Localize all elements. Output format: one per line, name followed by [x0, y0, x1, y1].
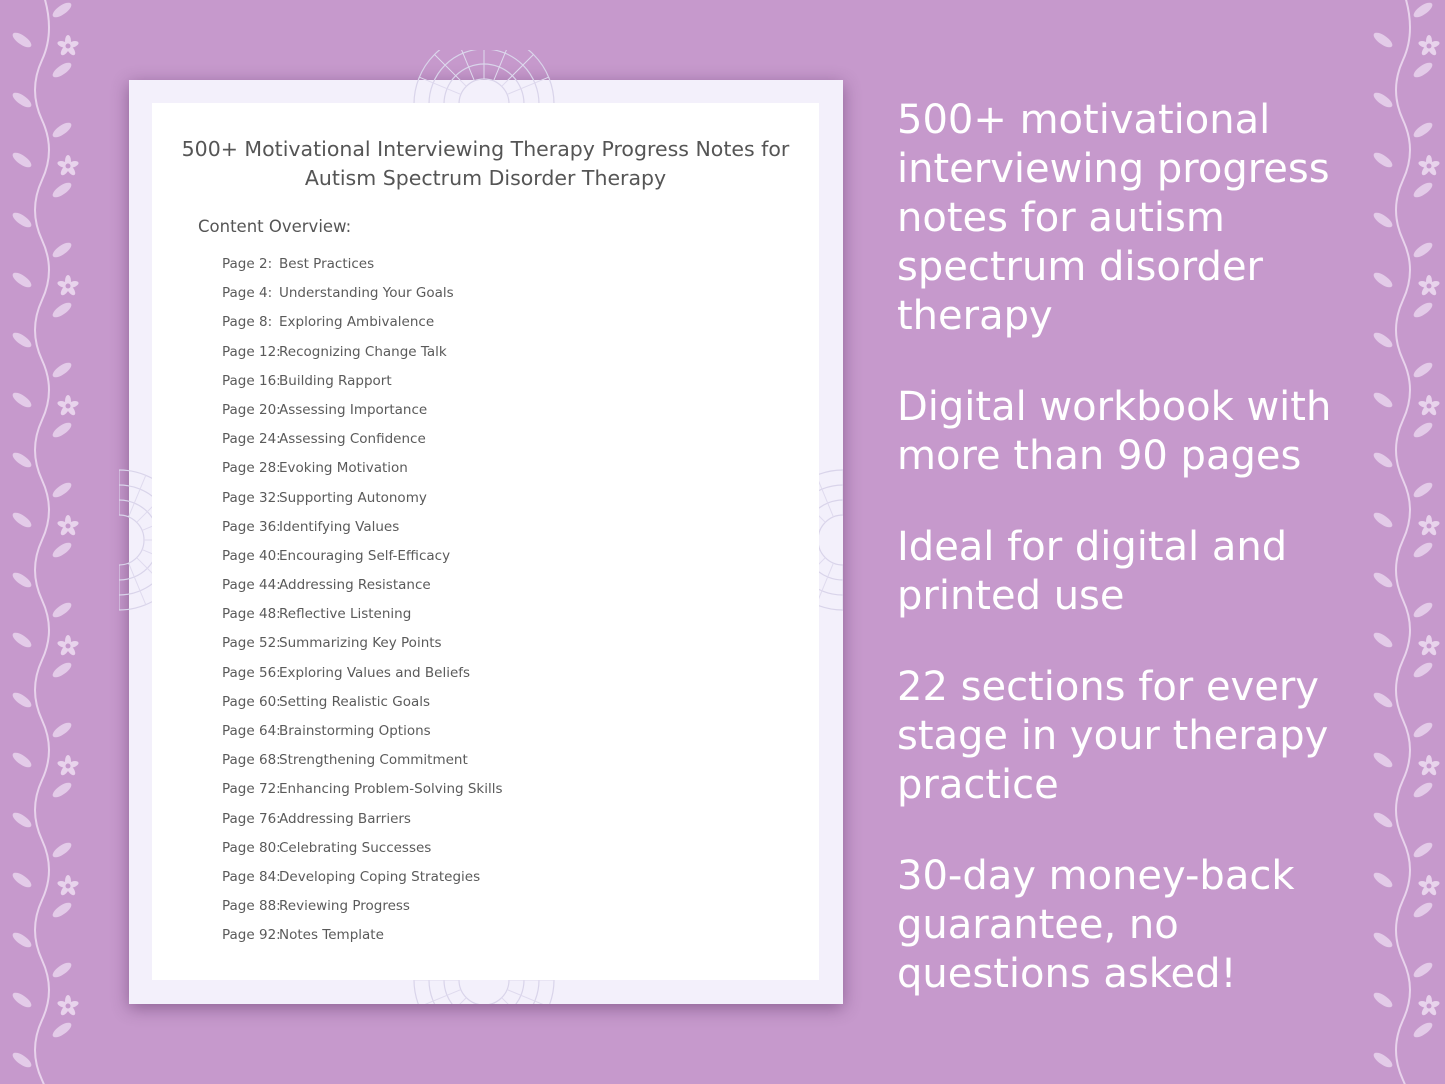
toc-section-title: Assessing Importance [279, 401, 428, 418]
feature-line: therapy [897, 293, 1053, 339]
toc-page-number: Page 52: [222, 635, 281, 652]
feature-line: questions asked! [897, 951, 1237, 997]
feature-list [897, 96, 1417, 1041]
toc-item [222, 283, 503, 312]
toc-section-title: Understanding Your Goals [279, 285, 454, 302]
toc-section-title: Enhancing Problem-Solving Skills [279, 781, 503, 798]
toc-section-title: Building Rapport [279, 372, 392, 389]
toc-item [222, 546, 503, 575]
toc-section-title: Best Practices [279, 256, 375, 272]
toc-section-title: Exploring Ambivalence [279, 314, 435, 331]
document-title-line-2: Autism Spectrum Disorder Therapy [304, 166, 667, 190]
toc-item [222, 429, 503, 458]
document-preview-page [129, 80, 843, 1004]
toc-item [222, 692, 503, 721]
toc-section-title: Celebrating Successes [279, 839, 432, 856]
feature-line: spectrum disorder [897, 244, 1263, 290]
toc-section-title: Strengthening Commitment [279, 752, 468, 769]
toc-section-title: Developing Coping Strategies [279, 868, 481, 885]
toc-page-number: Page 48: [222, 606, 281, 623]
toc-section-title: Encouraging Self-Efficacy [279, 547, 451, 564]
feature-text [897, 96, 1417, 341]
toc-page-number: Page 24: [222, 431, 281, 448]
toc-section-title: Setting Realistic Goals [279, 693, 431, 710]
feature-text [897, 852, 1417, 999]
toc-page-number: Page 88: [222, 898, 281, 915]
toc-section-title: Summarizing Key Points [279, 635, 442, 652]
feature-text [897, 663, 1417, 810]
content-overview-label: Content Overview: [198, 217, 352, 236]
toc-item [222, 342, 503, 371]
toc-item [222, 254, 503, 283]
toc-item [222, 575, 503, 604]
mandala-icon [119, 450, 152, 630]
feature-text [897, 383, 1417, 481]
table-of-contents [222, 254, 503, 955]
toc-page-number: Page 28: [222, 460, 281, 477]
toc-page-number: Page 64: [222, 723, 281, 739]
toc-section-title: Addressing Resistance [279, 577, 431, 594]
toc-page-number: Page 16: [222, 372, 281, 389]
mandala-icon [384, 50, 584, 104]
toc-page-number: Page 32: [222, 489, 281, 506]
document-title [162, 135, 809, 193]
toc-item [222, 488, 503, 517]
feature-line: 30-day money-back [897, 853, 1295, 899]
feature-line: practice [897, 762, 1059, 808]
toc-section-title: Brainstorming Options [279, 723, 431, 739]
toc-section-title: Addressing Barriers [279, 810, 411, 827]
toc-page-number: Page 56: [222, 664, 281, 681]
document-sheet [152, 103, 819, 980]
toc-page-number: Page 40: [222, 547, 281, 564]
toc-item [222, 312, 503, 341]
toc-page-number: Page 12: [222, 343, 281, 360]
toc-item [222, 721, 503, 750]
toc-item [222, 896, 503, 925]
floral-vine-border-left [0, 0, 100, 1084]
feature-line: Ideal for digital and [897, 524, 1288, 570]
toc-page-number: Page 36: [222, 518, 281, 535]
toc-section-title: Exploring Values and Beliefs [279, 664, 471, 681]
document-title-line-1: 500+ Motivational Interviewing Therapy Progress Notes for [181, 137, 790, 161]
toc-item [222, 809, 503, 838]
feature-line: 500+ motivational [897, 97, 1271, 143]
toc-item [222, 867, 503, 896]
toc-page-number: Page 4: [222, 285, 273, 302]
toc-item [222, 925, 503, 954]
toc-item [222, 458, 503, 487]
toc-section-title: Identifying Values [279, 518, 400, 535]
toc-page-number: Page 80: [222, 839, 281, 856]
toc-item [222, 633, 503, 662]
feature-line: guarantee, no [897, 902, 1179, 948]
toc-page-number: Page 92: [222, 927, 281, 944]
feature-text [897, 523, 1417, 621]
toc-section-title: Notes Template [279, 927, 384, 944]
mandala-icon [819, 450, 843, 630]
toc-page-number: Page 72: [222, 781, 281, 798]
toc-page-number: Page 44: [222, 577, 281, 594]
toc-page-number: Page 8: [222, 314, 273, 331]
toc-page-number: Page 76: [222, 810, 281, 827]
toc-item [222, 371, 503, 400]
toc-page-number: Page 84: [222, 868, 281, 885]
toc-section-title: Assessing Confidence [279, 431, 426, 448]
feature-line: notes for autism [897, 195, 1225, 241]
feature-line: more than 90 pages [897, 433, 1302, 479]
feature-line: stage in your therapy [897, 713, 1329, 759]
toc-section-title: Reflective Listening [279, 606, 412, 623]
toc-item [222, 604, 503, 633]
toc-page-number: Page 68: [222, 752, 281, 769]
toc-page-number: Page 60: [222, 693, 281, 710]
toc-section-title: Supporting Autonomy [279, 489, 427, 506]
feature-line: interviewing progress [897, 146, 1330, 192]
toc-section-title: Reviewing Progress [279, 898, 410, 915]
toc-page-number: Page 2: [222, 256, 273, 272]
feature-line: 22 sections for every [897, 664, 1319, 710]
toc-section-title: Recognizing Change Talk [279, 343, 447, 360]
toc-item [222, 663, 503, 692]
mandala-icon [384, 980, 584, 1004]
feature-line: printed use [897, 573, 1125, 619]
toc-page-number: Page 20: [222, 401, 281, 418]
feature-line: Digital workbook with [897, 384, 1332, 430]
toc-item [222, 838, 503, 867]
toc-item [222, 517, 503, 546]
toc-item [222, 779, 503, 808]
toc-section-title: Evoking Motivation [279, 460, 408, 477]
toc-item [222, 750, 503, 779]
toc-item [222, 400, 503, 429]
